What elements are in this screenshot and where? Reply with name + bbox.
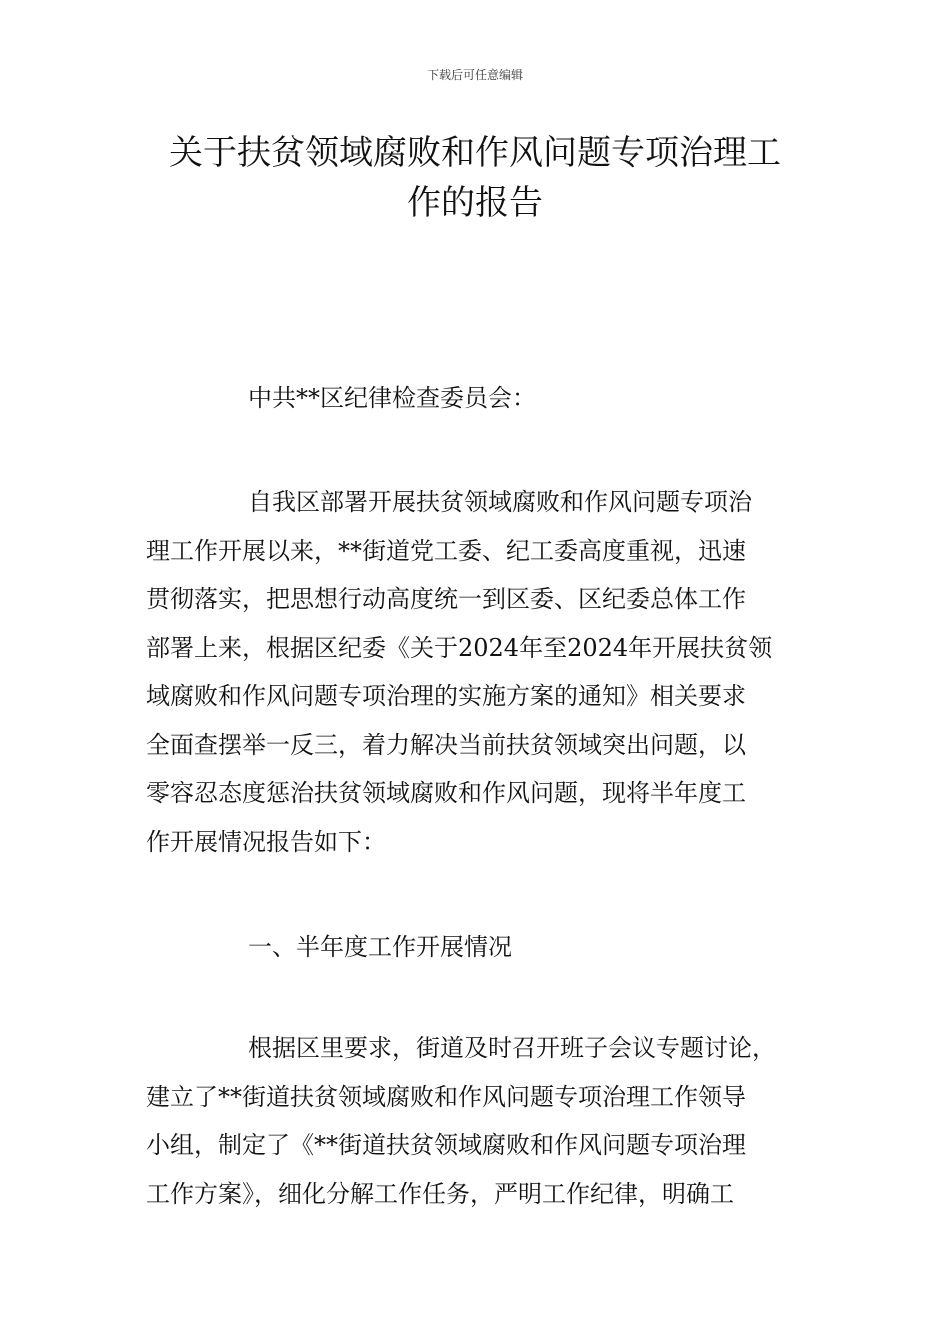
- document-title: [140, 128, 810, 228]
- paragraph-1-line: 理工作开展以来，**街道党工委、纪工委高度重视，迅速: [146, 536, 746, 565]
- paragraph-1-line: 零容忍态度惩治扶贫领域腐败和作风问题，现将半年度工: [146, 779, 746, 807]
- paragraph-1-line: 作开展情况报告如下：: [146, 827, 386, 856]
- paragraph-2-line: 建立了**街道扶贫领域腐败和作风问题专项治理工作领导: [146, 1082, 746, 1111]
- paragraph-2: [146, 1024, 811, 1218]
- salutation: 中共**区纪律检查委员会：: [248, 384, 536, 412]
- paragraph-1-line: 域腐败和作风问题专项治理的实施方案的通知》相关要求: [146, 682, 746, 710]
- paragraph-2-line: 小组，制定了《**街道扶贫领域腐败和作风问题专项治理: [146, 1131, 746, 1159]
- paragraph-2-line: 工作方案》，细化分解工作任务，严明工作纪律，明确工: [146, 1179, 734, 1208]
- paragraph-1-line: 贯彻落实，把思想行动高度统一到区委、区纪委总体工作: [146, 585, 746, 613]
- page-header-note: 下载后可任意编辑: [426, 68, 523, 82]
- paragraph-1: [146, 478, 811, 866]
- paragraph-1-line: 全面查摆举一反三，着力解决当前扶贫领域突出问题，以: [146, 730, 746, 759]
- title-line-2: 作的报告: [407, 183, 543, 223]
- section-1-heading: 一、半年度工作开展情况: [248, 933, 512, 961]
- paragraph-1-line: 部署上来，根据区纪委《关于2024年至2024年开展扶贫领: [146, 633, 773, 662]
- paragraph-1-line: 自我区部署开展扶贫领域腐败和作风问题专项治: [248, 488, 752, 516]
- paragraph-2-line: 根据区里要求，街道及时召开班子会议专题讨论，: [248, 1034, 776, 1062]
- title-line-1: 关于扶贫领域腐败和作风问题专项治理工: [169, 133, 781, 173]
